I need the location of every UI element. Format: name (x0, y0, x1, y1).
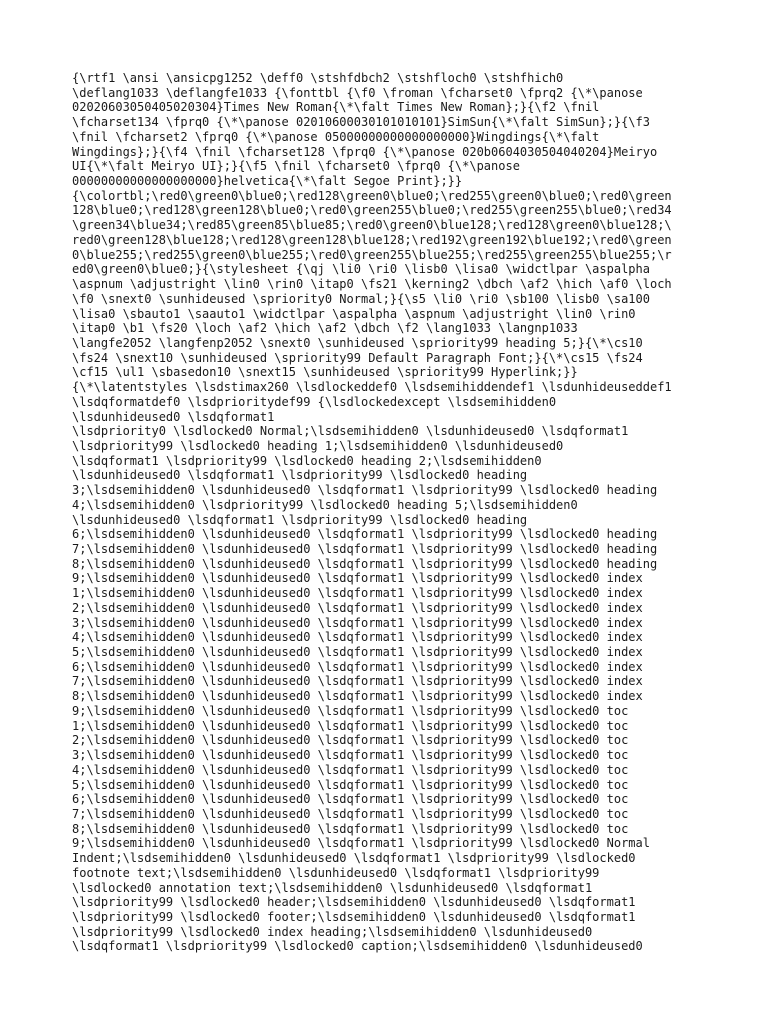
text-line: \langfe2052 \langfenp2052 \snext0 \sunhideused \spriority99 heading 5;}{\*\cs10 (72, 335, 643, 350)
text-line: 3;\lsdsemihidden0 \lsdunhideused0 \lsdqformat1 \lsdpriority99 \lsdlocked0 index (72, 615, 643, 630)
text-line: 7;\lsdsemihidden0 \lsdunhideused0 \lsdqformat1 \lsdpriority99 \lsdlocked0 index (72, 674, 643, 689)
rtf-source-text (72, 71, 712, 954)
text-line: 6;\lsdsemihidden0 \lsdunhideused0 \lsdqformat1 \lsdpriority99 \lsdlocked0 heading (72, 527, 658, 542)
text-line: Indent;\lsdsemihidden0 \lsdunhideused0 \lsdqformat1 \lsdpriority99 \lsdlocked0 (72, 851, 636, 866)
text-line: \lsdunhideused0 \lsdqformat1 \lsdpriority99 \lsdlocked0 heading (72, 468, 528, 483)
text-line: 7;\lsdsemihidden0 \lsdunhideused0 \lsdqformat1 \lsdpriority99 \lsdlocked0 toc (72, 806, 629, 821)
text-line: 4;\lsdsemihidden0 \lsdunhideused0 \lsdqformat1 \lsdpriority99 \lsdlocked0 toc (72, 762, 629, 777)
text-line: \fnil \fcharset2 \fprq0 {\*\panose 05000000000000000000}Wingdings{\*\falt (72, 129, 600, 144)
text-line: \fcharset134 \fprq0 {\*\panose 02010600030101010101}SimSun{\*\falt SimSun};}{\f3 (72, 115, 650, 130)
text-line: \lsdunhideused0 \lsdqformat1 \lsdpriority99 \lsdlocked0 heading (72, 512, 528, 527)
text-line: \cf15 \ul1 \sbasedon10 \snext15 \sunhideused \spriority99 Hyperlink;}} (72, 365, 578, 380)
text-line: 2;\lsdsemihidden0 \lsdunhideused0 \lsdqformat1 \lsdpriority99 \lsdlocked0 toc (72, 733, 629, 748)
text-line: \lsdpriority0 \lsdlocked0 Normal;\lsdsemihidden0 \lsdunhideused0 \lsdqformat1 (72, 424, 629, 439)
text-line: 1;\lsdsemihidden0 \lsdunhideused0 \lsdqformat1 \lsdpriority99 \lsdlocked0 index (72, 586, 643, 601)
text-line: {\colortbl;\red0\green0\blue0;\red128\green0\blue0;\red255\green0\blue0;\red0\green (72, 188, 672, 203)
text-line: Wingdings};}{\f4 \fnil \fcharset128 \fprq0 {\*\panose 020b0604030504040204}Meiryo (72, 144, 658, 159)
text-line: \lisa0 \sbauto1 \saauto1 \widctlpar \aspalpha \aspnum \adjustright \lin0 \rin0 (72, 306, 636, 321)
text-line: 9;\lsdsemihidden0 \lsdunhideused0 \lsdqformat1 \lsdpriority99 \lsdlocked0 Normal (72, 836, 650, 851)
text-line: \itap0 \b1 \fs20 \loch \af2 \hich \af2 \dbch \f2 \lang1033 \langnp1033 (72, 321, 578, 336)
text-line: \f0 \snext0 \sunhideused \spriority0 Normal;}{\s5 \li0 \ri0 \sb100 \lisb0 \sa100 (72, 291, 650, 306)
text-line: \fs24 \snext10 \sunhideused \spriority99 Default Paragraph Font;}{\*\cs15 \fs24 (72, 350, 643, 365)
text-line: 3;\lsdsemihidden0 \lsdunhideused0 \lsdqformat1 \lsdpriority99 \lsdlocked0 heading (72, 483, 658, 498)
text-line: 5;\lsdsemihidden0 \lsdunhideused0 \lsdqformat1 \lsdpriority99 \lsdlocked0 index (72, 645, 643, 660)
text-line: 00000000000000000000}helvetica{\*\falt Segoe Print};}} (72, 174, 463, 189)
text-line: \lsdpriority99 \lsdlocked0 footer;\lsdsemihidden0 \lsdunhideused0 \lsdqformat1 (72, 909, 636, 924)
text-line: UI{\*\falt Meiryo UI};}{\f5 \fnil \fcharset0 \fprq0 {\*\panose (72, 159, 520, 174)
text-line: footnote text;\lsdsemihidden0 \lsdunhideused0 \lsdqformat1 \lsdpriority99 (72, 865, 600, 880)
text-line: 1;\lsdsemihidden0 \lsdunhideused0 \lsdqformat1 \lsdpriority99 \lsdlocked0 toc (72, 718, 629, 733)
text-line: \lsdqformat1 \lsdpriority99 \lsdlocked0 caption;\lsdsemihidden0 \lsdunhideused0 (72, 939, 643, 954)
text-line: {\rtf1 \ansi \ansicpg1252 \deff0 \stshfdbch2 \stshfloch0 \stshfhich0 (72, 71, 564, 85)
text-line: 3;\lsdsemihidden0 \lsdunhideused0 \lsdqformat1 \lsdpriority99 \lsdlocked0 toc (72, 748, 629, 763)
text-line: 9;\lsdsemihidden0 \lsdunhideused0 \lsdqformat1 \lsdpriority99 \lsdlocked0 index (72, 571, 643, 586)
text-line: 02020603050405020304}Times New Roman{\*\falt Times New Roman};}{\f2 \fnil (72, 100, 600, 115)
text-line: 6;\lsdsemihidden0 \lsdunhideused0 \lsdqformat1 \lsdpriority99 \lsdlocked0 index (72, 659, 643, 674)
text-line: \aspnum \adjustright \lin0 \rin0 \itap0 \fs21 \kerning2 \dbch \af2 \hich \af0 \loch (72, 277, 672, 292)
text-line: 7;\lsdsemihidden0 \lsdunhideused0 \lsdqformat1 \lsdpriority99 \lsdlocked0 heading (72, 542, 658, 556)
text-line: \lsdpriority99 \lsdlocked0 header;\lsdsemihidden0 \lsdunhideused0 \lsdqformat1 (72, 895, 636, 910)
text-line: \lsdlocked0 annotation text;\lsdsemihidden0 \lsdunhideused0 \lsdqformat1 (72, 880, 593, 895)
text-line: {\*\latentstyles \lsdstimax260 \lsdlockeddef0 \lsdsemihiddendef1 \lsdunhideuseddef1 (72, 380, 672, 395)
text-line: \lsdpriority99 \lsdlocked0 heading 1;\lsdsemihidden0 \lsdunhideused0 (72, 438, 564, 453)
text-line: \lsdunhideused0 \lsdqformat1 (72, 409, 275, 424)
text-line: 8;\lsdsemihidden0 \lsdunhideused0 \lsdqformat1 \lsdpriority99 \lsdlocked0 index (72, 689, 643, 704)
text-line: ed0\green0\blue0;}{\stylesheet {\qj \li0 \ri0 \lisb0 \lisa0 \widctlpar \aspalpha (72, 262, 650, 277)
text-line: \lsdqformat1 \lsdpriority99 \lsdlocked0 heading 2;\lsdsemihidden0 (72, 453, 542, 468)
text-line: 8;\lsdsemihidden0 \lsdunhideused0 \lsdqformat1 \lsdpriority99 \lsdlocked0 toc (72, 821, 629, 836)
text-line: 5;\lsdsemihidden0 \lsdunhideused0 \lsdqformat1 \lsdpriority99 \lsdlocked0 toc (72, 777, 629, 792)
text-line: 128\blue0;\red128\green128\blue0;\red0\green255\blue0;\red255\green255\blue0;\red34 (72, 203, 672, 218)
text-line: \green34\blue34;\red85\green85\blue85;\red0\green0\blue128;\red128\green0\blue128;\ (72, 218, 672, 233)
text-line: 2;\lsdsemihidden0 \lsdunhideused0 \lsdqformat1 \lsdpriority99 \lsdlocked0 index (72, 600, 643, 615)
text-line: 4;\lsdsemihidden0 \lsdunhideused0 \lsdqformat1 \lsdpriority99 \lsdlocked0 index (72, 630, 643, 645)
text-line: red0\green128\blue128;\red128\green128\blue128;\red192\green192\blue192;\red0\green (72, 232, 672, 247)
text-line: 0\blue255;\red255\green0\blue255;\red0\green255\blue255;\red255\green255\blue255;\r (72, 247, 672, 262)
text-line: \lsdqformatdef0 \lsdprioritydef99 {\lsdlockedexcept \lsdsemihidden0 (72, 394, 557, 409)
text-line: 4;\lsdsemihidden0 \lsdpriority99 \lsdlocked0 heading 5;\lsdsemihidden0 (72, 497, 578, 512)
text-line: 6;\lsdsemihidden0 \lsdunhideused0 \lsdqformat1 \lsdpriority99 \lsdlocked0 toc (72, 792, 629, 807)
text-line: 8;\lsdsemihidden0 \lsdunhideused0 \lsdqformat1 \lsdpriority99 \lsdlocked0 heading (72, 556, 658, 571)
text-line: \deflang1033 \deflangfe1033 {\fonttbl {\f0 \froman \fcharset0 \fprq2 {\*\panose (72, 85, 643, 100)
text-line: \lsdpriority99 \lsdlocked0 index heading;\lsdsemihidden0 \lsdunhideused0 (72, 924, 593, 939)
text-line: 9;\lsdsemihidden0 \lsdunhideused0 \lsdqformat1 \lsdpriority99 \lsdlocked0 toc (72, 703, 629, 718)
